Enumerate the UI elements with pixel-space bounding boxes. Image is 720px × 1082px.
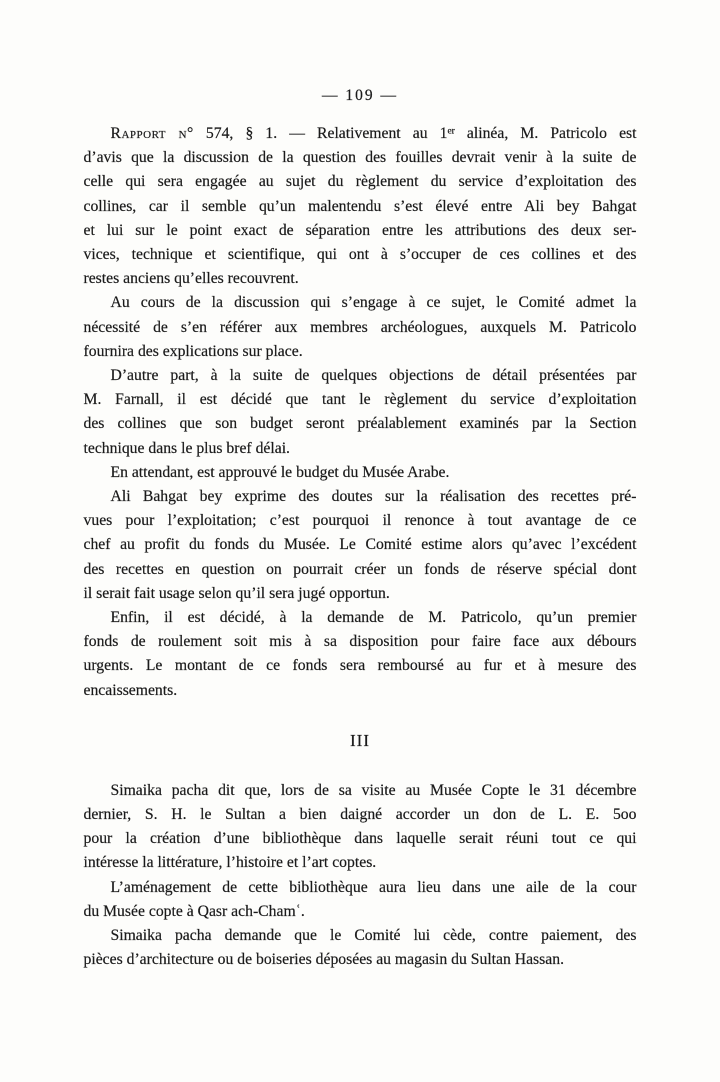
text-line: pièces d’architecture ou de boiseries déposées au magasin du Sultan Hassan. (83, 951, 564, 969)
text-line: technique dans le plus bref délai. (83, 439, 290, 457)
paragraph (84, 779, 637, 876)
text-line: fournira des explications sur place. (83, 342, 303, 360)
text-line: collines, car il semble qu’un malentendu s’est élevé entre Ali bey Bahgat (83, 197, 637, 215)
paragraph (84, 461, 637, 485)
paragraph (84, 606, 637, 703)
paragraph (84, 876, 637, 924)
paragraph (84, 485, 637, 606)
text-line: Simaika pacha dit que, lors de sa visite au Musée Copte le 31 décembre (110, 781, 637, 799)
paragraph-rapport (84, 122, 637, 291)
paragraph (84, 364, 637, 461)
ordinal-superscript: er (447, 126, 455, 137)
text-line: Au cours de la discussion qui s’engage à ce sujet, le Comité admet la (110, 294, 637, 312)
line-text: alinéa, M. Patricolo est (454, 125, 637, 142)
text-line: M. Farnall, il est décidé que tant le règlement du service d’exploitation (83, 391, 637, 409)
text-line: vices, technique et scientifique, qui ont à s’occuper de ces collines et des (83, 246, 637, 264)
text-line: il serait fait usage selon qu’il sera jugé opportun. (83, 584, 390, 602)
text-line: nécessité de s’en référer aux membres archéologues, auxquels M. Patricolo (83, 318, 637, 336)
paragraph (84, 291, 637, 364)
text-line: vues pour l’exploitation; c’est pourquoi il renonce à tout avantage de ce (83, 512, 637, 530)
text-line: des collines que son budget seront préalablement examinés par la Section (83, 415, 637, 433)
section-heading: III (350, 730, 370, 750)
rapport-lead: Rapport n° (110, 125, 194, 142)
text-line: Enfin, il est décidé, à la demande de M. Patricolo, qu’un premier (110, 609, 637, 627)
text-line: urgents. Le montant de ce fonds sera remboursé au fur et à mesure des (83, 657, 637, 675)
text-line: restes anciens qu’elles recouvrent. (83, 270, 299, 288)
text-line: chef au profit du fonds du Musée. Le Comité estime alors qu’avec l’excédent (83, 536, 637, 554)
text-line: pour la création d’une bibliothèque dans laquelle serait réuni tout ce qui (83, 830, 637, 848)
text-line: L’aménagement de cette bibliothèque aura lieu dans une aile de la cour (110, 878, 637, 896)
text-line: du Musée copte à Qasr ach-Chamʿ. (83, 902, 305, 920)
text-line: intéresse la littérature, l’histoire et l’art coptes. (83, 854, 377, 872)
text-line (84, 122, 637, 146)
text-line: En attendant, est approuvé le budget du Musée Arabe. (110, 463, 450, 481)
text-line: fonds de roulement soit mis à sa disposition pour faire face aux débours (83, 633, 637, 651)
text-line: Simaika pacha demande que le Comité lui cède, contre paiement, des (110, 927, 637, 945)
text-line: dernier, S. H. le Sultan a bien daigné accorder un don de L. E. 5oo (83, 806, 637, 824)
text-line: des recettes en question on pourrait créer un fonds de réserve spécial dont (83, 560, 637, 578)
text-line: d’avis que la discussion de la question des fouilles devrait venir à la suite de (83, 149, 637, 167)
rapport-number: 574, § 1. — Relativement au 1 (193, 125, 448, 142)
text-line: et lui sur le point exact de séparation entre les attributions des deux ser- (83, 221, 637, 239)
text-line: celle qui sera engagée au sujet du règlement du service d’exploitation des (83, 173, 637, 191)
text-line: D’autre part, à la suite de quelques objections de détail présentées par (110, 367, 637, 385)
text-line: Ali Bahgat bey exprime des doutes sur la réalisation des recettes pré- (110, 488, 637, 506)
page-content (84, 122, 637, 973)
paragraph (84, 924, 637, 972)
page-number: — 109 — (322, 87, 398, 104)
text-line: encaissements. (83, 681, 178, 699)
